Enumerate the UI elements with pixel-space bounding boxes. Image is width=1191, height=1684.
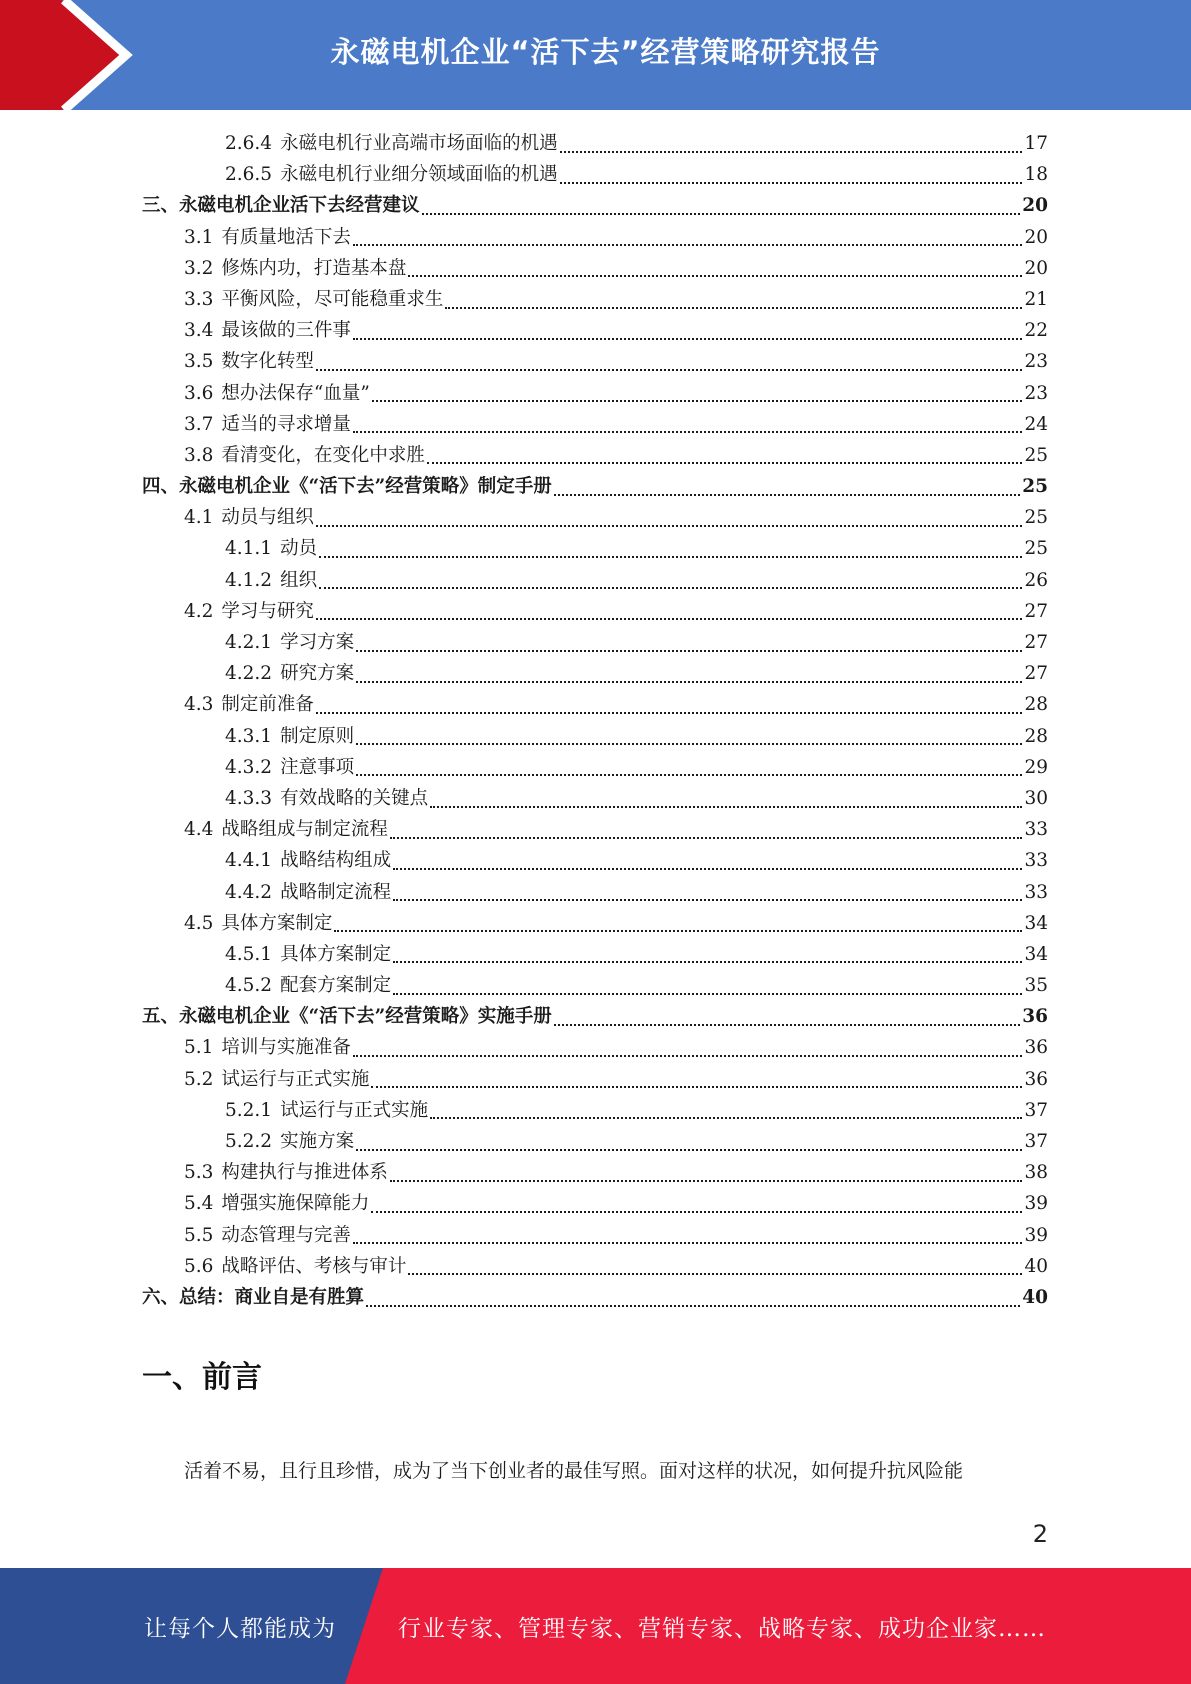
toc-entry[interactable] xyxy=(142,814,1048,845)
toc-entry[interactable] xyxy=(142,222,1048,253)
toc-dot-leader xyxy=(430,1117,1022,1119)
toc-dot-leader xyxy=(334,930,1022,932)
toc-entry[interactable] xyxy=(142,752,1048,783)
toc-entry-number: 3.4 xyxy=(184,320,214,342)
report-title: 永磁电机企业“活下去”经营策略研究报告 xyxy=(330,34,881,69)
toc-entry-number: 4.3.2 xyxy=(225,756,273,778)
toc-dot-leader xyxy=(560,182,1023,184)
toc-entry[interactable] xyxy=(142,689,1048,720)
toc-dot-leader xyxy=(353,338,1023,340)
toc-dot-leader xyxy=(356,1149,1022,1151)
section-heading: 一、前言 xyxy=(142,1360,262,1395)
toc-entry-page: 33 xyxy=(1024,850,1048,872)
toc-entry-number: 4.5.2 xyxy=(225,975,273,997)
toc-entry-page: 36 xyxy=(1024,1068,1048,1090)
toc-entry-label: 战略评估、考核与审计 xyxy=(221,1255,407,1277)
toc-entry-page: 26 xyxy=(1024,569,1048,591)
toc-entry[interactable] xyxy=(142,877,1048,908)
toc-dot-leader xyxy=(393,993,1022,995)
toc-entry[interactable] xyxy=(142,1157,1048,1188)
toc-entry[interactable] xyxy=(142,1064,1048,1095)
toc-entry[interactable] xyxy=(142,440,1048,471)
toc-entry-label: 永磁电机行业细分领域面临的机遇 xyxy=(280,164,558,186)
toc-entry[interactable] xyxy=(142,1188,1048,1219)
body-paragraph: 活着不易，且行且珍惜，成为了当下创业者的最佳写照。面对这样的状况，如何提升抗风险能 xyxy=(184,1460,964,1482)
toc-entry-number: 4.5.1 xyxy=(225,943,273,965)
toc-entry-number: 4.2 xyxy=(184,600,214,622)
toc-entry[interactable] xyxy=(142,565,1048,596)
toc-entry-label: 想办法保存“血量” xyxy=(221,382,370,404)
toc-entry-page: 23 xyxy=(1024,351,1048,373)
toc-entry-label: 配套方案制定 xyxy=(280,975,392,997)
table-of-contents xyxy=(142,128,1048,1313)
toc-entry-page: 17 xyxy=(1024,133,1048,154)
toc-dot-leader xyxy=(422,213,1021,215)
toc-dot-leader xyxy=(319,556,1022,558)
toc-entry-page: 28 xyxy=(1024,694,1048,716)
toc-entry-label: 构建执行与推进体系 xyxy=(221,1162,388,1184)
toc-entry-number: 3.5 xyxy=(184,351,214,373)
toc-entry-page: 18 xyxy=(1024,164,1048,186)
toc-entry-label: 具体方案制定 xyxy=(221,912,333,934)
toc-entry-page: 34 xyxy=(1024,912,1048,934)
toc-entry-number: 5.2.1 xyxy=(225,1099,273,1121)
toc-entry-label: 平衡风险，尽可能稳重求生 xyxy=(221,288,444,310)
page-number: 2 xyxy=(1032,1520,1048,1548)
toc-entry-label: 试运行与正式实施 xyxy=(280,1099,429,1121)
toc-entry[interactable] xyxy=(142,471,1048,502)
toc-entry-label: 注意事项 xyxy=(280,756,355,778)
toc-entry-number: 三、 xyxy=(142,195,180,217)
toc-entry[interactable] xyxy=(142,315,1048,346)
footer-banner xyxy=(0,1568,1191,1684)
toc-entry-number: 4.3.3 xyxy=(225,787,273,809)
toc-entry-number: 3.8 xyxy=(184,444,214,466)
toc-entry-page: 33 xyxy=(1024,819,1048,841)
toc-entry-label: 制定前准备 xyxy=(221,694,314,716)
toc-entry[interactable] xyxy=(142,970,1048,1001)
toc-entry-page: 30 xyxy=(1024,787,1048,809)
toc-dot-leader xyxy=(390,1180,1023,1182)
toc-entry-label: 战略结构组成 xyxy=(280,850,392,872)
toc-entry-label: 增强实施保障能力 xyxy=(221,1193,370,1215)
toc-entry-page: 25 xyxy=(1024,444,1048,466)
toc-entry-page: 20 xyxy=(1024,257,1048,279)
toc-entry-page: 25 xyxy=(1024,538,1048,560)
toc-entry[interactable] xyxy=(142,190,1048,221)
toc-dot-leader xyxy=(353,1242,1023,1244)
toc-entry-number: 4.1.2 xyxy=(225,569,273,591)
toc-entry-number: 4.4.1 xyxy=(225,850,273,872)
toc-entry[interactable] xyxy=(142,658,1048,689)
toc-entry-number: 5.2.2 xyxy=(225,1131,273,1152)
toc-entry-number: 3.7 xyxy=(184,413,214,435)
toc-entry-number: 4.5 xyxy=(184,912,214,934)
toc-dot-leader xyxy=(356,650,1022,652)
toc-entry[interactable] xyxy=(142,159,1048,190)
toc-entry-page: 28 xyxy=(1024,725,1048,747)
toc-entry-page: 23 xyxy=(1024,382,1048,404)
toc-entry[interactable] xyxy=(142,721,1048,752)
toc-entry-page: 24 xyxy=(1024,413,1048,435)
toc-entry[interactable] xyxy=(142,1220,1048,1251)
footer-slogan-left: 让每个人都能成为 xyxy=(144,1615,336,1642)
toc-entry-page: 40 xyxy=(1022,1286,1048,1308)
toc-dot-leader xyxy=(356,743,1022,745)
toc-entry[interactable] xyxy=(142,533,1048,564)
toc-dot-leader xyxy=(554,494,1020,496)
toc-dot-leader xyxy=(356,774,1022,776)
toc-entry[interactable] xyxy=(142,253,1048,284)
toc-dot-leader xyxy=(356,681,1022,683)
toc-entry-number: 4.2.2 xyxy=(225,663,273,685)
toc-entry-page: 37 xyxy=(1024,1099,1048,1121)
toc-entry-number: 5.5 xyxy=(184,1224,214,1246)
toc-entry-number: 五、 xyxy=(142,1006,180,1028)
toc-entry-number: 4.4.2 xyxy=(225,881,273,903)
toc-entry-label: 数字化转型 xyxy=(221,351,314,373)
toc-entry-number: 2.6.5 xyxy=(225,164,273,186)
toc-entry-number: 5.6 xyxy=(184,1255,214,1277)
toc-entry[interactable] xyxy=(142,939,1048,970)
toc-entry[interactable] xyxy=(142,502,1048,533)
toc-entry[interactable] xyxy=(142,284,1048,315)
toc-entry-page: 27 xyxy=(1024,663,1048,685)
toc-dot-leader xyxy=(445,307,1022,309)
toc-entry-label: 动员 xyxy=(280,538,318,560)
toc-entry-number: 5.1 xyxy=(184,1037,214,1059)
toc-entry-label: 永磁电机企业《“活下去”经营策略》制定手册 xyxy=(179,476,552,498)
toc-entry-label: 组织 xyxy=(280,569,318,591)
toc-entry-label: 有质量地活下去 xyxy=(221,226,351,248)
toc-dot-leader xyxy=(408,275,1022,277)
toc-entry-page: 39 xyxy=(1024,1193,1048,1215)
toc-entry-number: 4.1 xyxy=(184,507,214,529)
toc-entry-label: 研究方案 xyxy=(280,663,355,685)
toc-dot-leader xyxy=(353,1055,1023,1057)
toc-entry-label: 动态管理与完善 xyxy=(221,1224,351,1246)
toc-entry-page: 25 xyxy=(1022,476,1048,498)
toc-entry[interactable] xyxy=(142,1032,1048,1063)
toc-dot-leader xyxy=(353,431,1023,433)
toc-entry-page: 37 xyxy=(1024,1131,1048,1152)
toc-dot-leader xyxy=(393,961,1022,963)
toc-entry[interactable] xyxy=(142,1251,1048,1282)
toc-entry[interactable] xyxy=(142,1282,1048,1313)
toc-entry-number: 4.3 xyxy=(184,694,214,716)
toc-entry[interactable] xyxy=(142,128,1048,159)
toc-dot-leader xyxy=(319,587,1022,589)
toc-dot-leader xyxy=(316,525,1023,527)
toc-entry-page: 38 xyxy=(1024,1162,1048,1184)
toc-dot-leader xyxy=(408,1273,1022,1275)
toc-dot-leader xyxy=(371,1211,1022,1213)
toc-entry-page: 29 xyxy=(1024,756,1048,778)
toc-entry-page: 27 xyxy=(1024,600,1048,622)
toc-dot-leader xyxy=(316,618,1023,620)
toc-entry-label: 实施方案 xyxy=(280,1131,355,1152)
toc-entry-number: 3.3 xyxy=(184,288,214,310)
toc-entry-label: 永磁电机企业活下去经营建议 xyxy=(179,195,420,217)
toc-entry-page: 36 xyxy=(1022,1006,1048,1028)
toc-entry-number: 5.2 xyxy=(184,1068,214,1090)
toc-entry-page: 21 xyxy=(1024,288,1048,310)
toc-dot-leader xyxy=(372,400,1023,402)
toc-entry-page: 36 xyxy=(1024,1037,1048,1059)
toc-entry-label: 修炼内功，打造基本盘 xyxy=(221,257,407,279)
toc-entry-number: 5.4 xyxy=(184,1193,214,1215)
toc-entry-label: 战略制定流程 xyxy=(280,881,392,903)
toc-entry[interactable] xyxy=(142,378,1048,409)
toc-entry[interactable] xyxy=(142,596,1048,627)
toc-entry-number: 3.6 xyxy=(184,382,214,404)
header-banner xyxy=(0,0,1191,110)
toc-dot-leader xyxy=(393,899,1022,901)
toc-entry-number: 四、 xyxy=(142,476,180,498)
toc-entry-label: 培训与实施准备 xyxy=(221,1037,351,1059)
toc-entry[interactable] xyxy=(142,1001,1048,1032)
toc-entry-page: 22 xyxy=(1024,320,1048,342)
toc-entry-label: 学习方案 xyxy=(280,632,355,653)
toc-dot-leader xyxy=(316,369,1023,371)
toc-entry[interactable] xyxy=(142,908,1048,939)
toc-dot-leader xyxy=(353,244,1023,246)
toc-entry[interactable] xyxy=(142,1126,1048,1157)
toc-dot-leader xyxy=(371,1086,1022,1088)
toc-dot-leader xyxy=(554,1024,1020,1026)
toc-entry-label: 具体方案制定 xyxy=(280,943,392,965)
toc-entry-label: 总结：商业自是有胜算 xyxy=(179,1286,365,1308)
toc-entry-number: 3.1 xyxy=(184,226,214,248)
toc-entry-label: 动员与组织 xyxy=(221,507,314,529)
toc-entry-label: 学习与研究 xyxy=(221,600,314,622)
toc-entry[interactable] xyxy=(142,845,1048,876)
toc-dot-leader xyxy=(366,1305,1020,1307)
toc-dot-leader xyxy=(393,868,1022,870)
toc-entry-page: 40 xyxy=(1024,1255,1048,1277)
toc-dot-leader xyxy=(430,806,1022,808)
toc-entry-label: 最该做的三件事 xyxy=(221,320,351,342)
toc-entry-label: 适当的寻求增量 xyxy=(221,413,351,435)
footer-slogan-right: 行业专家、管理专家、营销专家、战略专家、成功企业家…… xyxy=(398,1615,1046,1642)
toc-entry-number: 4.3.1 xyxy=(225,725,273,747)
toc-entry-number: 六、 xyxy=(142,1286,180,1308)
toc-entry-label: 试运行与正式实施 xyxy=(221,1068,370,1090)
toc-entry-label: 看清变化，在变化中求胜 xyxy=(221,444,425,466)
toc-dot-leader xyxy=(427,462,1023,464)
toc-entry-page: 27 xyxy=(1024,632,1048,653)
toc-entry-number: 5.3 xyxy=(184,1162,214,1184)
toc-entry-number: 2.6.4 xyxy=(225,133,273,154)
toc-entry-number: 4.4 xyxy=(184,819,214,841)
toc-entry-page: 25 xyxy=(1024,507,1048,529)
toc-entry-number: 3.2 xyxy=(184,257,214,279)
toc-entry-page: 35 xyxy=(1024,975,1048,997)
toc-entry[interactable] xyxy=(142,409,1048,440)
toc-entry[interactable] xyxy=(142,346,1048,377)
toc-entry-page: 20 xyxy=(1024,226,1048,248)
toc-entry-label: 永磁电机企业《“活下去”经营策略》实施手册 xyxy=(179,1006,552,1028)
toc-entry[interactable] xyxy=(142,1095,1048,1126)
toc-entry[interactable] xyxy=(142,783,1048,814)
toc-entry-label: 制定原则 xyxy=(280,725,355,747)
toc-dot-leader xyxy=(560,151,1023,153)
toc-dot-leader xyxy=(390,837,1023,839)
toc-entry-number: 4.1.1 xyxy=(225,538,273,560)
toc-entry-page: 39 xyxy=(1024,1224,1048,1246)
toc-entry-page: 34 xyxy=(1024,943,1048,965)
toc-entry-number: 4.2.1 xyxy=(225,632,273,653)
toc-entry-page: 20 xyxy=(1022,195,1048,217)
toc-entry-label: 战略组成与制定流程 xyxy=(221,819,388,841)
toc-entry-page: 33 xyxy=(1024,881,1048,903)
toc-dot-leader xyxy=(316,712,1023,714)
toc-entry-label: 永磁电机行业高端市场面临的机遇 xyxy=(280,133,558,154)
toc-entry-label: 有效战略的关键点 xyxy=(280,787,429,809)
toc-entry[interactable] xyxy=(142,627,1048,658)
